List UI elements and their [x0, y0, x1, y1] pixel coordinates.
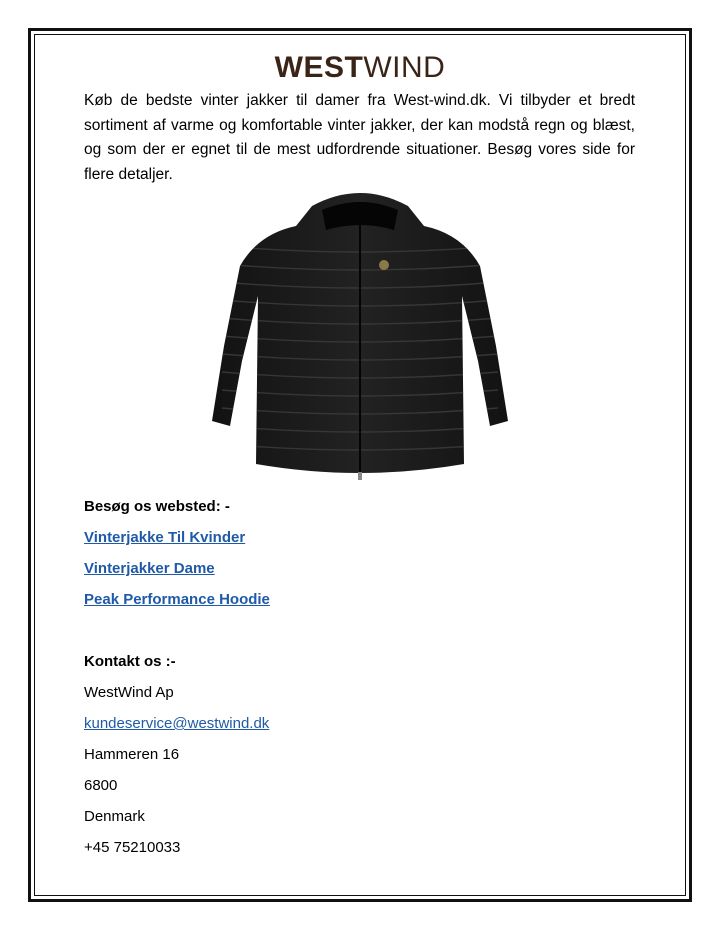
contact-heading: Kontakt os :-	[84, 653, 176, 670]
contact-country: Denmark	[84, 808, 145, 825]
logo-wind-text: WIND	[363, 51, 446, 84]
link-peak-performance-hoodie[interactable]: Peak Performance Hoodie	[84, 591, 270, 608]
visit-heading: Besøg os websted: -	[84, 498, 230, 515]
contact-postal-code: 6800	[84, 777, 118, 794]
logo-west-text: WEST	[274, 51, 364, 84]
link-vinterjakke-til-kvinder[interactable]: Vinterjakke Til Kvinder	[84, 529, 246, 546]
westwind-logo	[0, 50, 720, 86]
contact-street: Hammeren 16	[84, 746, 180, 763]
product-image	[162, 186, 558, 486]
contact-email-link[interactable]: kundeservice@westwind.dk	[84, 715, 270, 732]
link-vinterjakker-dame[interactable]: Vinterjakker Dame	[84, 560, 215, 577]
black-puffer-jacket-image	[162, 186, 558, 486]
intro-paragraph: Køb de bedste vinter jakker til damer fra West-wind.dk. Vi tilbyder et bredt sortiment af varme og komfortable vinter jakker, der kan modstå regn og blæst, og som der er egnet til de mest udfordrende situationer. Besøg vores side for flere detaljer.	[84, 92, 635, 183]
contact-phone: +45 75210033	[84, 839, 181, 856]
contact-company: WestWind Ap	[84, 684, 174, 701]
